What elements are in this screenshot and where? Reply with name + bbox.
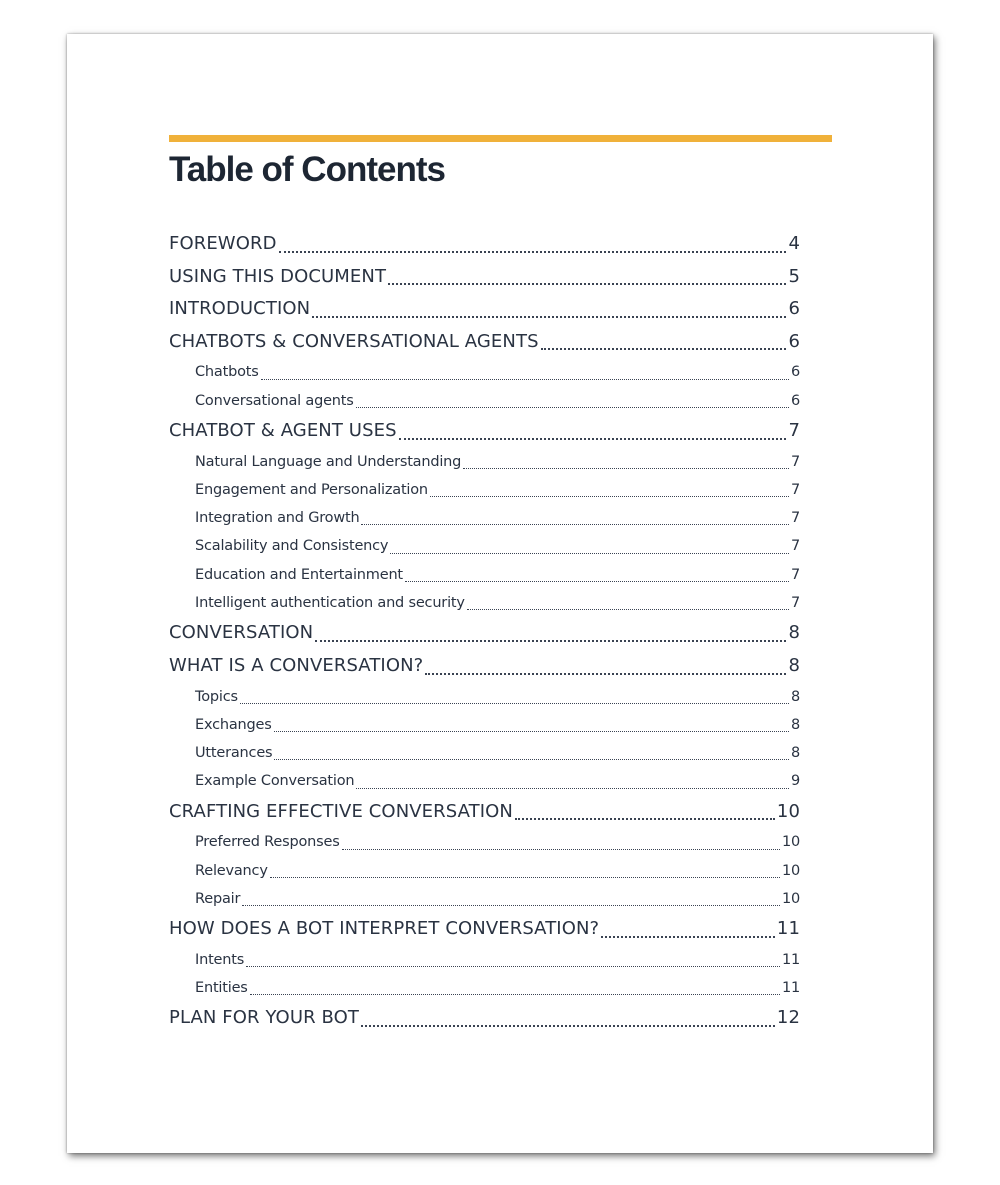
- toc-page-number: 11: [781, 980, 800, 997]
- toc-section-entry[interactable]: [169, 228, 800, 261]
- toc-page-number: 6: [788, 298, 800, 320]
- toc-entry-label: HOW DOES A BOT INTERPRET CONVERSATION?: [169, 918, 600, 940]
- toc-entry-label: Exchanges: [195, 716, 272, 733]
- toc-subsection-entry[interactable]: [169, 476, 800, 504]
- toc-entry-label: Relevancy: [195, 862, 268, 879]
- toc-subsection-entry[interactable]: [169, 767, 800, 795]
- toc-entry-label: PLAN FOR YOUR BOT: [169, 1007, 360, 1029]
- toc-subsection-entry[interactable]: [169, 387, 800, 415]
- toc-entry-label: CONVERSATION: [169, 622, 314, 644]
- toc-page-number: 6: [790, 364, 800, 381]
- toc-entry-label: Chatbots: [195, 364, 259, 381]
- toc-page-number: 10: [776, 800, 800, 822]
- toc-dot-leader: [312, 293, 786, 326]
- toc-page-number: 7: [790, 481, 800, 498]
- toc-dot-leader: [463, 448, 789, 476]
- toc-page-number: 8: [788, 654, 800, 676]
- toc-dot-leader: [240, 683, 789, 711]
- toc-entry-label: Utterances: [195, 745, 273, 762]
- toc-page-number: 11: [776, 918, 800, 940]
- toc-dot-leader: [356, 767, 789, 795]
- toc-page-number: 12: [776, 1007, 800, 1029]
- toc-dot-leader: [361, 1002, 775, 1035]
- toc-page-number: 10: [781, 862, 800, 879]
- toc-dot-leader: [388, 261, 786, 294]
- toc-dot-leader: [430, 476, 789, 504]
- toc-subsection-entry[interactable]: [169, 561, 800, 589]
- toc-entry-label: Entities: [195, 980, 248, 997]
- toc-entry-label: Scalability and Consistency: [195, 538, 389, 555]
- toc-dot-leader: [242, 885, 780, 913]
- toc-entry-label: FOREWORD: [169, 233, 277, 254]
- toc-page-number: 7: [790, 510, 800, 527]
- toc-section-entry[interactable]: [169, 617, 800, 650]
- toc-subsection-entry[interactable]: [169, 828, 800, 856]
- title-accent-bar: [169, 135, 832, 142]
- toc-section-entry[interactable]: [169, 293, 800, 326]
- toc-entry-label: Conversational agents: [195, 392, 354, 409]
- toc-dot-leader: [342, 828, 780, 856]
- toc-entry-label: Engagement and Personalization: [195, 481, 428, 498]
- toc-dot-leader: [250, 974, 780, 1002]
- toc-dot-leader: [246, 946, 780, 974]
- toc-subsection-entry[interactable]: [169, 448, 800, 476]
- toc-page-number: 6: [788, 330, 800, 352]
- toc-dot-leader: [270, 857, 780, 885]
- toc-page-number: 7: [790, 566, 800, 583]
- page-title: Table of Contents: [169, 150, 445, 189]
- toc-entry-label: Topics: [195, 688, 238, 705]
- toc-subsection-entry[interactable]: [169, 857, 800, 885]
- toc-subsection-entry[interactable]: [169, 504, 800, 532]
- toc-entry-label: Education and Entertainment: [195, 566, 403, 583]
- toc-subsection-entry[interactable]: [169, 532, 800, 560]
- toc-subsection-entry[interactable]: [169, 589, 800, 617]
- toc-dot-leader: [315, 617, 786, 650]
- toc-page-number: 11: [781, 951, 800, 968]
- toc-page-number: 8: [790, 745, 800, 762]
- toc-entry-label: Integration and Growth: [195, 510, 360, 527]
- toc-section-entry[interactable]: [169, 913, 800, 946]
- toc-dot-leader: [356, 387, 789, 415]
- toc-section-entry[interactable]: [169, 796, 800, 829]
- document-page: [67, 34, 933, 1153]
- toc-section-entry[interactable]: [169, 326, 800, 359]
- toc-subsection-entry[interactable]: [169, 683, 800, 711]
- toc-dot-leader: [425, 650, 786, 683]
- toc-entry-label: Intents: [195, 951, 245, 968]
- toc-page-number: 7: [790, 538, 800, 555]
- table-of-contents: [169, 228, 800, 1035]
- toc-dot-leader: [361, 504, 788, 532]
- toc-page-number: 5: [788, 265, 800, 287]
- toc-section-entry[interactable]: [169, 1002, 800, 1035]
- toc-subsection-entry[interactable]: [169, 885, 800, 913]
- toc-entry-label: CHATBOTS & CONVERSATIONAL AGENTS: [169, 330, 539, 352]
- toc-entry-label: Natural Language and Understanding: [195, 453, 462, 470]
- toc-dot-leader: [601, 913, 775, 946]
- toc-entry-label: CRAFTING EFFECTIVE CONVERSATION: [169, 800, 513, 822]
- toc-dot-leader: [467, 589, 789, 617]
- toc-page-number: 6: [790, 392, 800, 409]
- toc-entry-label: Preferred Responses: [195, 834, 340, 851]
- toc-subsection-entry[interactable]: [169, 711, 800, 739]
- toc-page-number: 10: [781, 834, 800, 851]
- toc-subsection-entry[interactable]: [169, 946, 800, 974]
- toc-dot-leader: [261, 358, 789, 386]
- toc-entry-label: Example Conversation: [195, 773, 355, 790]
- toc-page-number: 7: [788, 419, 800, 441]
- toc-entry-label: Repair: [195, 890, 241, 907]
- toc-subsection-entry[interactable]: [169, 974, 800, 1002]
- toc-dot-leader: [399, 415, 787, 448]
- toc-page-number: 7: [790, 595, 800, 612]
- toc-page-number: 8: [790, 716, 800, 733]
- toc-page-number: 9: [790, 773, 800, 790]
- toc-entry-label: CHATBOT & AGENT USES: [169, 419, 397, 441]
- toc-dot-leader: [405, 561, 789, 589]
- toc-section-entry[interactable]: [169, 415, 800, 448]
- toc-page-number: 8: [790, 688, 800, 705]
- toc-entry-label: Intelligent authentication and security: [195, 595, 465, 612]
- toc-dot-leader: [390, 532, 789, 560]
- toc-entry-label: USING THIS DOCUMENT: [169, 265, 387, 287]
- toc-page-number: 7: [790, 453, 800, 470]
- toc-dot-leader: [541, 326, 787, 359]
- toc-dot-leader: [274, 739, 789, 767]
- toc-dot-leader: [274, 711, 789, 739]
- toc-section-entry[interactable]: [169, 261, 800, 294]
- toc-entry-label: INTRODUCTION: [169, 298, 311, 320]
- toc-dot-leader: [279, 228, 787, 261]
- toc-subsection-entry[interactable]: [169, 358, 800, 386]
- toc-entry-label: WHAT IS A CONVERSATION?: [169, 654, 424, 676]
- toc-dot-leader: [515, 796, 775, 829]
- toc-subsection-entry[interactable]: [169, 739, 800, 767]
- toc-page-number: 8: [788, 622, 800, 644]
- toc-section-entry[interactable]: [169, 650, 800, 683]
- toc-page-number: 4: [788, 233, 800, 254]
- toc-page-number: 10: [781, 890, 800, 907]
